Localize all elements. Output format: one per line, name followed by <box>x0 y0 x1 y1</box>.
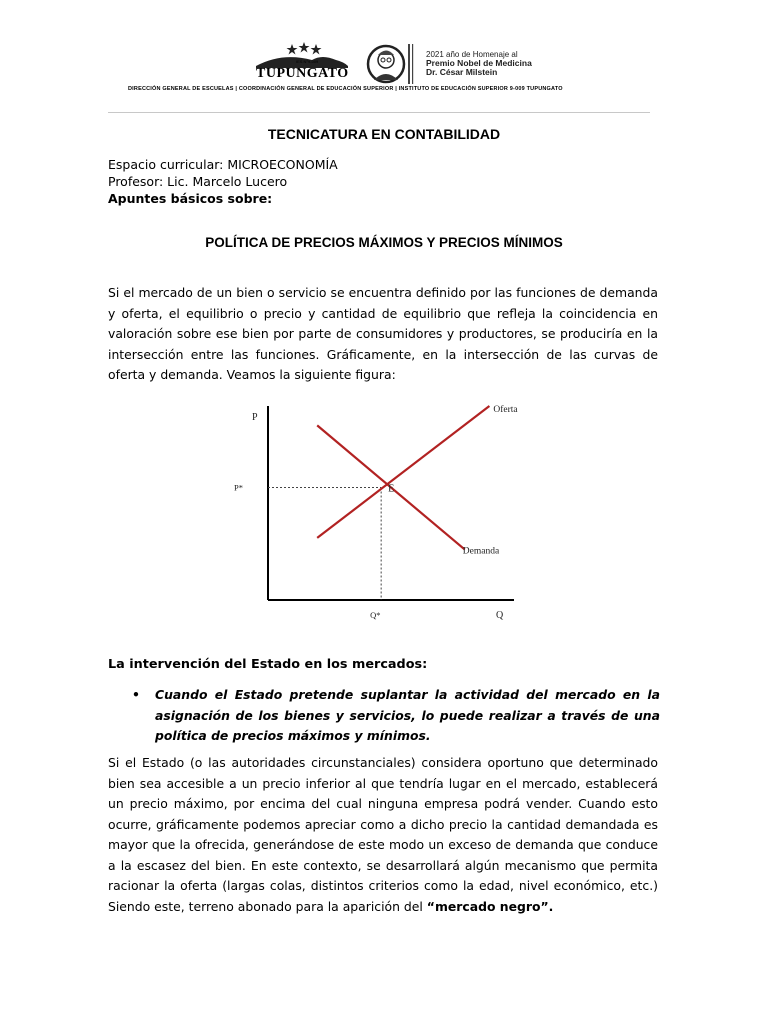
topic-title: POLÍTICA DE PRECIOS MÁXIMOS Y PRECIOS MÍNIMOS <box>205 235 563 250</box>
institution-code: IES N°9-009 <box>296 59 319 64</box>
x-axis-label: Q <box>496 610 504 621</box>
quantity-tick-label: Q* <box>370 610 381 620</box>
paragraph-state-text: Si el Estado (o las autoridades circunstanciales) considera oportuno que determinado bien sea accesible a un precio inferior al que tendría lugar en el mercado, establecerá un precio máximo, por encima del cual ninguna empresa podrá vender. Cuando esto ocurre, gráficamente podemos apreciar como a dicho precio la cantidad demandada es mayor que la ofrecida, generándose de este modo un exceso de demanda que conduce a la escasez del bien. En este contexto, se desarrollará algún mecanismo que permita racionar la oferta (largas colas, distintos criterios como la edad, nivel económico, etc.) Siendo este, terreno abonado para la aparición del <box>108 755 658 914</box>
profesor: Profesor: Lic. Marcelo Lucero <box>108 174 288 189</box>
homage-line-3: Dr. César Milstein <box>426 67 498 77</box>
equilibrium-label: E <box>388 483 395 495</box>
series-line-oferta <box>317 406 489 538</box>
price-tick-label: P* <box>234 482 243 493</box>
series-label-oferta: Oferta <box>493 405 518 415</box>
bullet-dot-icon: • <box>132 687 140 702</box>
series-label-demanda: Demanda <box>462 546 500 557</box>
paragraph-intro: Si el mercado de un bien o servicio se encuentra definido por las funciones de demanda y oferta, el equilibrio o precio y cantidad de equilibrio que refleja la coincidencia en valoración sobre ese bien por parte de consumidores y productores, se produciría en la intersección entre las funciones. Gráficamente, en la intersección de las curvas de oferta y demanda. Veamos la siguiente figura: <box>108 285 658 382</box>
header-divider <box>108 112 650 113</box>
bullet-text: Cuando el Estado pretende suplantar la actividad del mercado en la asignación de los bienes y servicios, lo puede realizar a través de una política de precios máximos y mínimos. <box>155 687 660 743</box>
page-title: TECNICATURA EN CONTABILIDAD <box>267 126 501 142</box>
portrait-seal-icon <box>362 42 420 86</box>
homage-line-2: Premio Nobel de Medicina <box>426 58 532 68</box>
paragraph-state <box>108 753 658 917</box>
homage-line-1: 2021 año de Homenaje al <box>426 50 518 59</box>
institution-name: TUPUNGATO <box>256 66 349 81</box>
y-axis-label: P <box>252 412 258 423</box>
section-heading: La intervención del Estado en los mercados: <box>108 657 428 672</box>
apuntes-label: Apuntes básicos sobre: <box>108 191 273 206</box>
course-meta <box>108 156 338 207</box>
mercado-negro-term: “mercado negro”. <box>426 898 554 914</box>
supply-demand-chart <box>224 396 524 626</box>
espacio-curricular: Espacio curricular: MICROECONOMÍA <box>108 157 338 172</box>
homage-text <box>426 50 532 77</box>
institution-subline: DIRECCIÓN GENERAL DE ESCUELAS | COORDINACIÓN GENERAL DE EDUCACIÓN SUPERIOR | INSTITUTO DE EDUCACIÓN SUPERIOR 9-009 TUPUNGATO <box>128 86 563 92</box>
